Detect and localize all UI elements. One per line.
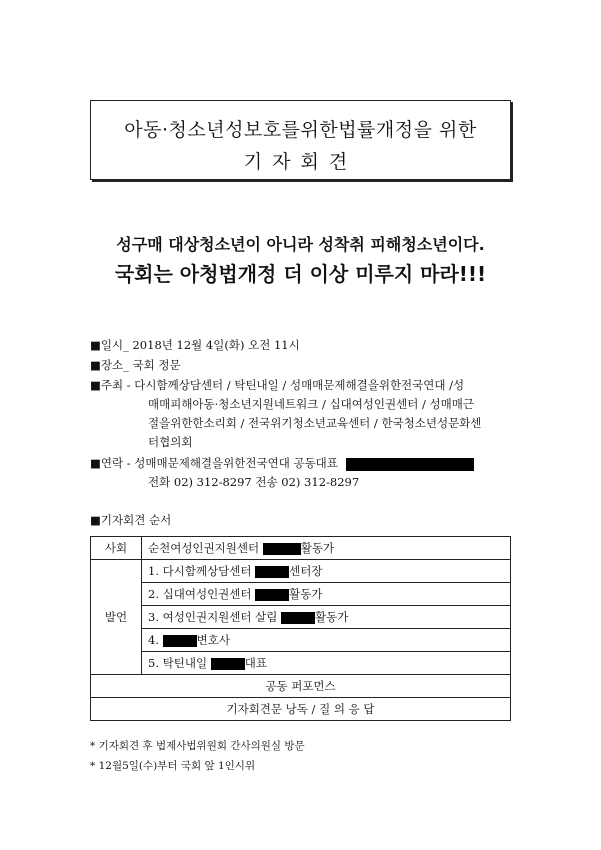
contact-label: ■연락 - [90,456,135,470]
redaction-bar [281,612,315,624]
speaker-cell [142,583,511,606]
speaker-org: 4. [148,633,159,647]
redaction-bar [346,458,474,471]
speech-role: 발언 [91,560,142,675]
info-host [90,376,530,452]
redaction-bar [163,635,197,647]
speaker-cell [142,629,511,652]
speaker-title: 변호사 [196,633,230,647]
host-line2: 매매피해아동·청소년지원네트워크 / 십대여성인권센터 / 성매매근 [148,397,474,411]
title-line2: 기자회견 [243,151,358,173]
table-row [91,675,511,698]
table-row [91,652,511,675]
moderator-title: 활동가 [300,541,335,555]
title-box [90,100,511,180]
host-line3: 절을위한한소리회 / 전국위기청소년교육센터 / 한국청소년성문화센 [148,416,482,430]
redaction-bar [255,589,289,601]
contact-line2: 전화 02) 312-8297 전송 02) 312-8297 [148,475,360,489]
moderator-org: 순천여성인권지원센터 [148,541,260,555]
moderator-cell [142,537,511,560]
notes [90,736,305,776]
note-item: * 12월5일(수)부터 국회 앞 1인시위 [90,760,256,772]
host-line1: 다시함께상담센터 / 탁틴내일 / 성매매문제해결을위한전국연대 /성 [134,378,465,392]
redaction-bar [263,543,301,555]
info-datetime: ■일시_ 2018년 12월 4일(화) 오전 11시 [90,338,300,352]
info-contact [90,454,530,492]
table-row [91,560,511,583]
title-line1: 아동·청소년성보호를위한법률개정을 위한 [124,119,477,141]
table-row [91,606,511,629]
moderator-role: 사회 [91,537,142,560]
speaker-org: 5. 탁틴내일 [148,656,208,670]
performance-cell: 공동 퍼포먼스 [91,675,511,698]
note-item: * 기자회견 후 법제사법위원회 간사의원실 방문 [90,740,305,752]
speaker-title: 센터장 [289,564,323,578]
speaker-title: 활동가 [289,587,323,601]
speaker-org: 3. 여성인권지원센터 살림 [148,610,278,624]
closing-cell: 기자회견문 낭독 / 질 의 응 답 [91,698,511,721]
table-row [91,537,511,560]
speaker-cell [142,560,511,583]
order-title: ■기자회견 순서 [90,513,172,527]
info-place: ■장소_ 국회 정문 [90,358,181,372]
speaker-cell [142,652,511,675]
contact-line1: 성매매문제해결을위한전국연대 공동대표 [134,456,338,470]
speaker-title: 대표 [244,656,267,670]
speaker-org: 1. 다시함께상담센터 [148,564,252,578]
subtitle-line1: 성구매 대상청소년이 아니라 성착취 피해청소년이다. [116,235,485,254]
subtitle-line2: 국회는 아청법개정 더 이상 미루지 마라!!! [114,262,487,286]
redaction-bar [211,658,245,670]
order-table [90,536,511,721]
redaction-bar [255,566,289,578]
speaker-cell [142,606,511,629]
host-label: ■주최 - [90,378,135,392]
speaker-org: 2. 십대여성인권센터 [148,587,252,601]
table-row [91,629,511,652]
host-line4: 터협의회 [148,435,193,449]
speaker-title: 활동가 [315,610,349,624]
table-row [91,583,511,606]
table-row [91,698,511,721]
